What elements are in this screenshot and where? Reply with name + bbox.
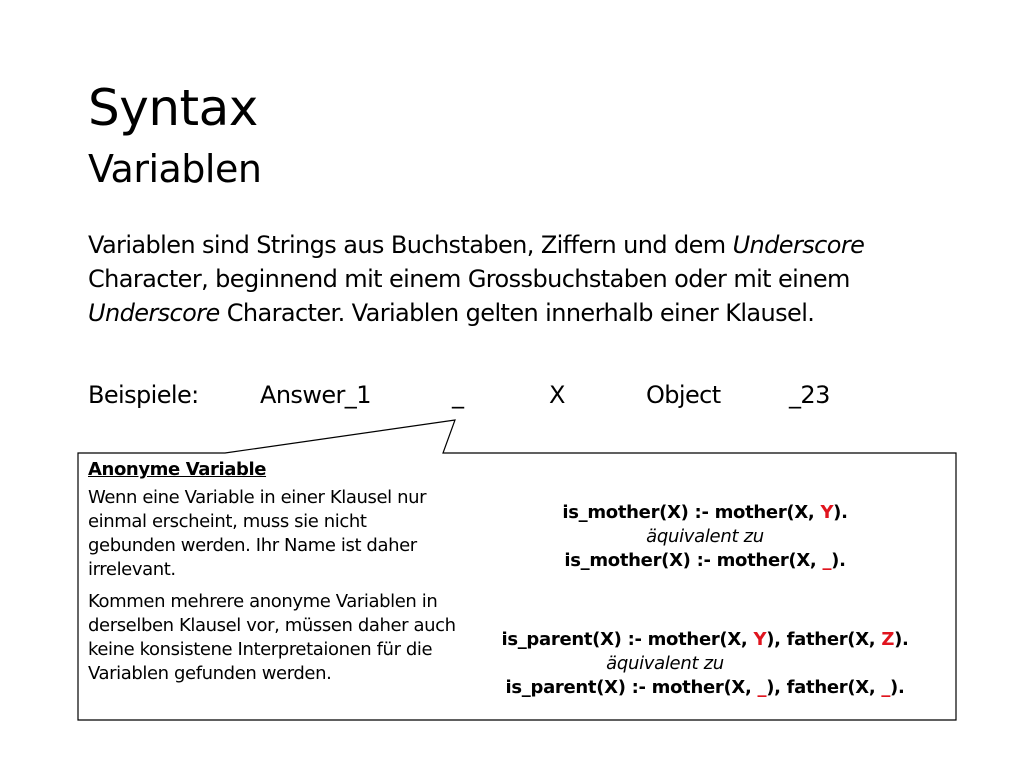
example-item: _23 <box>789 381 830 409</box>
example-item: _ <box>452 381 464 409</box>
code-line <box>458 676 952 700</box>
code-text: is_parent(X) :- mother(X, <box>505 677 758 698</box>
callout-paragraph-1: Wenn eine Variable in einer Klausel nur einmal erscheint, muss sie nicht gebunden werden. Ihr Name ist daher irrelevant. <box>88 487 427 580</box>
code-text: is_parent(X) :- mother(X, <box>501 629 754 650</box>
example-item: Object <box>646 381 721 409</box>
highlighted-variable: Y <box>820 502 834 523</box>
description-emphasis-1: Underscore <box>732 231 865 259</box>
code-text: ). <box>831 550 846 571</box>
highlighted-variable: _ <box>822 550 832 571</box>
code-line <box>490 501 920 525</box>
highlighted-variable: _ <box>881 677 891 698</box>
description-text-3: Character. Variablen gelten innerhalb einer Klausel. <box>219 299 815 327</box>
code-text: ), father(X, <box>766 677 882 698</box>
description-emphasis-2: Underscore <box>88 299 220 327</box>
highlighted-variable: _ <box>757 677 767 698</box>
description-text-2: Character, beginnend mit einem Grossbuchstaben oder mit einem <box>88 265 850 293</box>
code-text: is_mother(X) :- mother(X, <box>562 502 821 523</box>
code-line <box>458 628 952 652</box>
code-example-1 <box>490 501 920 573</box>
code-text: ), father(X, <box>766 629 882 650</box>
highlighted-variable: Z <box>881 629 895 650</box>
description-text-1: Variablen sind Strings aus Buchstaben, Ziffern und dem <box>88 231 733 259</box>
callout-paragraph-2: Kommen mehrere anonyme Variablen in derselben Klausel vor, müssen daher auch keine konsistene Interpretaionen für die Variablen gefunden werden. <box>88 591 456 684</box>
equivalence-label: äquivalent zu <box>606 653 724 674</box>
code-text: is_mother(X) :- mother(X, <box>564 550 823 571</box>
slide-subtitle: Variablen <box>88 147 262 191</box>
examples-label: Beispiele: <box>88 381 199 409</box>
code-example-2 <box>458 628 952 700</box>
callout-heading: Anonyme Variable <box>88 459 267 480</box>
code-text: ). <box>894 629 909 650</box>
highlighted-variable: Y <box>753 629 767 650</box>
code-text: ). <box>833 502 848 523</box>
code-line <box>490 549 920 573</box>
example-item: Answer_1 <box>260 381 371 409</box>
example-item: X <box>549 381 565 409</box>
slide-title: Syntax <box>88 79 258 137</box>
equivalence-label: äquivalent zu <box>646 526 764 547</box>
code-text: ). <box>890 677 905 698</box>
